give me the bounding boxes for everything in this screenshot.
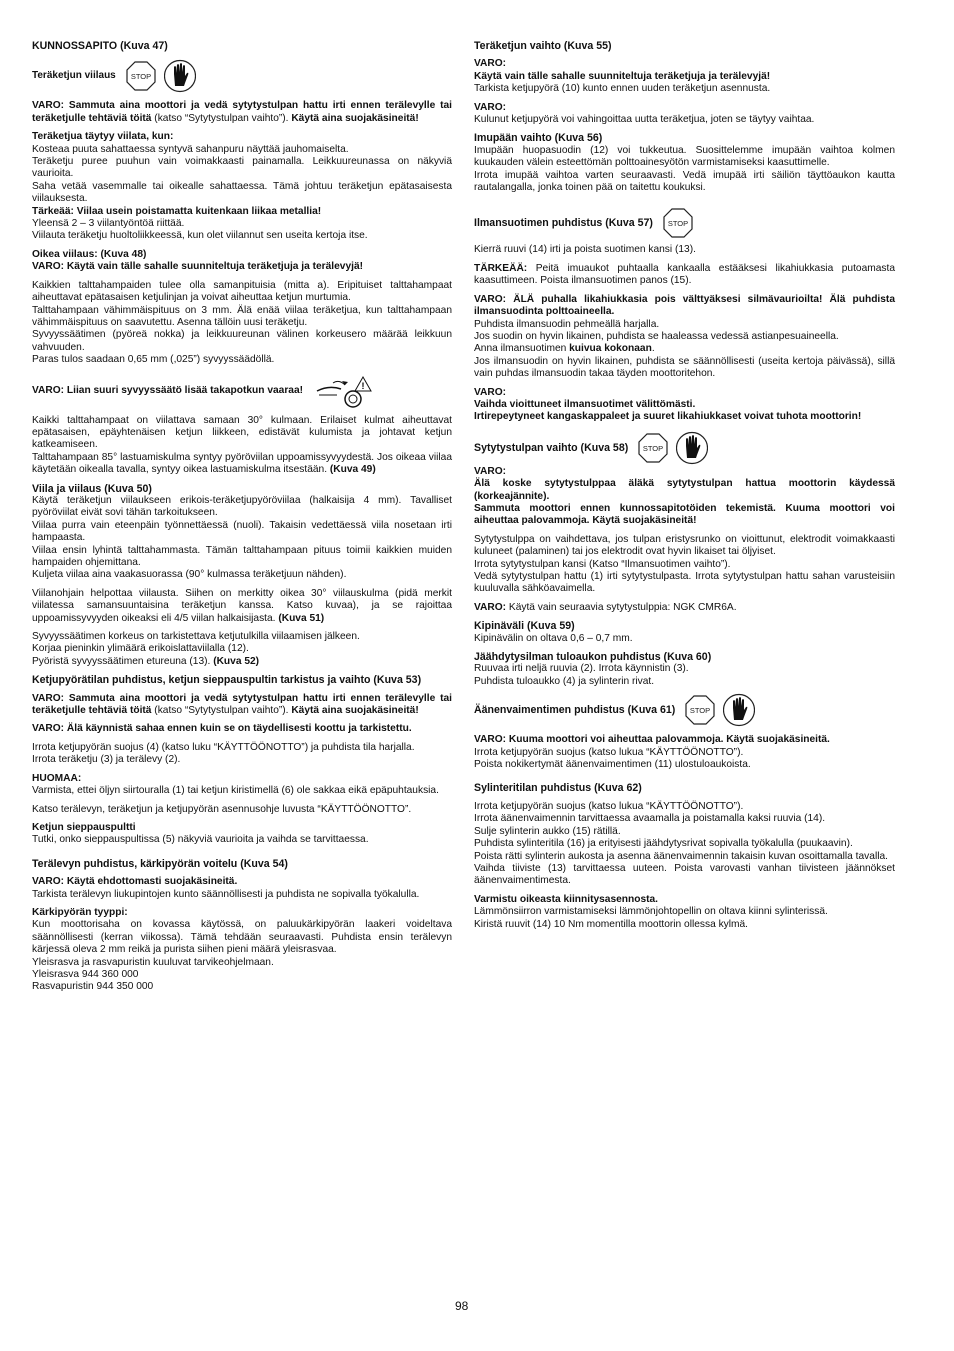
bar-heading: Terälevyn puhdistus, kärkipyörän voitelu (Kuva 54) (32, 857, 288, 870)
svg-text:!: ! (361, 380, 365, 391)
cylinder-line: Irrota äänenvaimennin tarvittaessa avaamalla ja poistamalla kaksi ruuvia (14). (474, 813, 826, 825)
muffler-line: Poista nokikertymät äänenvaimentimen (11) ulostuloaukoista. (474, 759, 751, 771)
gap-heading: Kipinäväli (Kuva 59) (474, 620, 575, 633)
air-important: TÄRKEÄÄ: Peitä imuaukot puhtaalla kankaalla estääksesi likahiukkasia putoamasta kaasuttimeen. Poista ilmansuotimen panos (15). (474, 262, 895, 287)
plug-heading: Sytytystulpan vaihto (Kuva 58) (474, 441, 629, 454)
filing-header-row (32, 58, 452, 94)
air-dry: Anna ilmansuotimen kuivua kokonaan. (474, 343, 655, 355)
gloves-icon (723, 692, 755, 728)
svg-text:STOP: STOP (667, 219, 689, 229)
tip-line: Kun moottorisaha on kovassa käytössä, on paluukärkipyörän laakeri voideltava säännöllisesti (kerran viikossa). Tämä tehdään seuraavasti. Puhdista ensin terälevyn kärjessä oleva 2 mm reikä ja purista siihen pieni määrä yleisrasvaa. (32, 919, 452, 956)
cylinder-line: Irrota ketjupyörän suojus (katso lukua “KÄYTTÖÖNOTTO”). (474, 800, 744, 812)
air-warning-label: VARO: (474, 386, 507, 398)
file-line: Viilaa ensin lyhintä talttahammasta. Tämän talttahampaan pituus toimii kaikkien muiden hampaiden ohjemittana. (32, 544, 452, 568)
right-column (474, 40, 895, 931)
air-warning-2: Vaihda vioittuneet ilmansuotimet välittömästi. (474, 398, 696, 410)
air-line: Puhdista ilmansuodin pehmeällä harjalla. (474, 318, 660, 330)
correct-filing-warning: VARO: Käytä vain tälle sahalle suunniteltuja teräketjuja ja terälevyjä! (32, 261, 364, 273)
angle-paragraph: Talttahampaan 85° lastuamiskulma syntyy pyöröviilan uppoamissyvyydestä. Jos oikeaa viilaa käytetään oikealla tavalla, syntyy oikea lastuamiskulma itsestään. (Kuva 49) (32, 451, 452, 476)
note-text: Varmista, ettei öljyn siirtouralla (1) tai ketjun kiristimellä (6) ole sakkaa eikä epäpuhtauksia. (32, 785, 439, 797)
depth-warning-row (32, 375, 452, 409)
secure-line: Kiristä ruuvit (14) 10 Nm momentilla moottorin ollessa kylmä. (474, 918, 749, 930)
plug-line: Vedä sytytystulpan hattu (1) irti sytytystulpasta. Irrota sytytystulpan hattu sahan varusteisiin kuuluvalla sähköavaimella. (474, 571, 895, 595)
stop-sign-icon (663, 208, 693, 238)
muffler-heading: Äänenvaimentimen puhdistus (Kuva 61) (474, 704, 676, 717)
guide-paragraph: Viilanohjain helpottaa viilausta. Siihen on merkitty oikea 30° viilauskulma (pidä merkit viilatessa samansuuntaisina teräketjun kanssa. Katso kuvaa), ja se rajoittaa uppoamissyvyyden oikeaksi eli 4/5 viilan halkaisijasta. (Kuva 51) (32, 587, 452, 624)
secure-heading: Varmistu oikeasta kiinnitysasennosta. (474, 893, 659, 905)
filing-label: Teräketjun viilaus (32, 70, 116, 82)
chain-warning-label-2: VARO: (474, 101, 507, 113)
plug-warning-label: VARO: (474, 465, 507, 477)
sprocket-line: Irrota teräketju (3) ja terälevy (2). (32, 754, 181, 766)
bar-text: Tarkista terälevyn liukupintojen kunto säännöllisesti ja puhdista ne sopivalla työkalulla. (32, 888, 420, 900)
svg-text:STOP: STOP (643, 443, 664, 453)
note-heading: HUOMAA: (32, 772, 82, 784)
depth-line: Pyöristä syvyyssäätimen etureuna (13). (Kuva 52) (32, 655, 260, 667)
chain-warning-label: VARO: (474, 58, 507, 70)
cylinder-line: Puhdista sylinteritila (16) ja erityisesti jäähdytysrivat sopivalla työkalulla (puukaavin). (474, 838, 853, 850)
important-line: Viilauta teräketju huoltoliikkeessä, kun olet viilannut sen useita kertoja itse. (32, 230, 368, 242)
gap-text: Kipinävälin on oltava 0,6 – 0,7 mm. (474, 632, 633, 644)
need-filing-line: Kosteaa puuta sahattaessa syntyvä sahanpuru näyttää jauhomaiselta. (32, 143, 349, 155)
stop-sign-icon (638, 433, 668, 463)
sprocket-line: Irrota ketjupyörän suojus (4) (katso luku “KÄYTTÖÖNOTTO”) ja puhdista tila harjalla. (32, 741, 415, 753)
gloves-icon (676, 430, 708, 466)
chain-warning: Käytä vain tälle sahalle suunniteltuja teräketjuja ja terälevyjä! (474, 70, 771, 82)
pickup-line: Imupään huopasuodin (12) voi tukkeutua. Suosittelemme imupään vaihtoa kolmen kuukauden välein esteettömän polttoainesyötön varmistamiseksi kaasuttimelle. (474, 144, 895, 169)
stop-sign-icon (685, 695, 715, 725)
maintenance-title: KUNNOSSAPITO (Kuva 47) (32, 40, 168, 52)
need-filing-line: Saha vetää vasemmalle tai oikealle sahattaessa. Tämä johtuu teräketjun epätasaisesta viilauksesta. (32, 180, 452, 205)
muffler-warning: VARO: Kuuma moottori voi aiheuttaa palovammoja. Käytä suojakäsineitä. (474, 734, 830, 746)
bar-warning: VARO: Käytä ehdottomasti suojakäsineitä. (32, 876, 238, 888)
file-line: Käytä teräketjun viilaukseen erikois-teräketjupyöröviilaa (halkaisija 4 mm). Tavalliset pyöröviilat eivät sovi tähän tarkoitukseen. (32, 494, 452, 519)
muffler-line: Irrota ketjupyörän suojus (katso lukua “KÄYTTÖÖNOTTO”). (474, 746, 744, 758)
left-column (32, 40, 452, 994)
cylinder-line: Sulje sylinterin aukko (15) rätillä. (474, 825, 621, 837)
air-warning: VARO: ÄLÄ puhalla likahiukkasia pois välttyäksesi silmävaurioilta! Älä puhdista ilmansuodinta polttoaineella. (474, 293, 895, 318)
secure-line: Lämmönsiirron varmistamiseksi lämmönjohtopellin on oltava kiinni sylinterissä. (474, 906, 828, 918)
sprocket-warning: VARO: Sammuta aina moottori ja vedä sytytystulpan hattu irti ennen terälevylle tai teräketjulle tehtäviä töitä (katso “Sytytystulpan vaihto”). Käytä aina suojakäsineitä! (32, 692, 452, 717)
air-heading: Ilmansuotimen puhdistus (Kuva 57) (474, 217, 653, 230)
plug-warning: Älä koske sytytystulppaa äläkä sytytystulpan hattua moottorin käydessä (korkeajännite). (474, 478, 895, 502)
page-number: 98 (455, 1299, 469, 1313)
depth-line: Syvyyssäätimen korkeus on tarkistettava ketjutulkilla viilaamisen jälkeen. (32, 631, 360, 643)
cylinder-line: Vaihda tiiviste (13) tarvittaessa uuteen. Poista varovasti vanhan tiivisteen jäännökset äänenvaimentimesta. (474, 862, 895, 887)
chain-heading: Teräketjun vaihto (Kuva 55) (474, 40, 612, 52)
air-line: Jos suodin on hyvin likainen, puhdista se haaleassa vedessä astianpesuaineella. (474, 330, 839, 342)
correct-filing-line: Syvyyssäätimen (pyöreä nokka) ja leikkuureunan välinen korkeusero määrää leikkuun vahvuuden. (32, 329, 452, 353)
pickup-heading: Imupään vaihto (Kuva 56) (474, 132, 603, 145)
correct-filing-heading: Oikea viilaus: (Kuva 48) (32, 248, 147, 260)
air-replace: Jos ilmansuodin on hyvin likainen, puhdista se säännöllisesti (useita kertoja päivässä), sillä vain puhdas ilmansuodin takaa täyden moottoritehon. (474, 355, 895, 380)
tip-line: Yleisrasva ja rasvapuristin kuuluvat tarvikeohjelmaan. (32, 956, 274, 968)
warning-shutdown: VARO: Sammuta aina moottori ja vedä sytytystulpan hattu irti ennen terälevylle tai teräketjulle tehtäviä töitä (katso “Sytytystulpan vaihto”). Käytä aina suojakäsineitä! (32, 100, 452, 124)
depth-line: Korjaa pieninkin ylimäärä erikoislattaviilalla (12). (32, 643, 249, 655)
air-header-row (474, 208, 895, 238)
correct-filing-line: Talttahampaan vähimmäispituus on 3 mm. Älä enää viilaa teräketjua, kun talttahampaan vähimmäispituus on saavutettu. Asenna tällöin uusi teräketju. (32, 304, 452, 328)
angle-paragraph: Kaikki talttahampaat on viilattava samaan 30° kulmaan. Erilaiset kulmat aiheuttavat epätasaisen, epäyhtenäisen ketjun liikkeen, edistävät kulumista ja johtavat ketjun katkeamiseen. (32, 414, 452, 451)
catcher-heading: Ketjun sieppauspultti (32, 821, 136, 833)
file-line: Kuljeta viilaa aina vaakasuorassa (90° kulmassa teräketjuun nähden). (32, 569, 347, 581)
reassemble-text: Katso terälevyn, teräketjun ja ketjupyörän asennusohje luvusta “KÄYTTÖÖNOTTO”. (32, 803, 412, 815)
cooling-line: Ruuvaa irti neljä ruuvia (2). Irrota käynnistin (3). (474, 663, 689, 675)
kickback-warning-icon (315, 375, 373, 409)
file-line: Viilaa purra vain eteenpäin työnnettäessä (nuoli). Takaisin vedettäessä viila nosetaan irti hampaasta. (32, 519, 452, 544)
tip-heading: Kärkipyörän tyyppi: (32, 906, 128, 918)
file-heading: Viila ja viilaus (Kuva 50) (32, 482, 152, 495)
svg-text:STOP: STOP (130, 72, 151, 82)
filing-icons (126, 58, 196, 94)
air-warning-3: Irtirepeytyneet kangaskappaleet ja suuret likahiukkaset voivat tuhota moottorin! (474, 411, 862, 423)
plug-use: VARO: Käytä vain seuraavia sytytystulppia: NGK CMR6A. (474, 601, 737, 613)
plug-line: Irrota sytytystulpan kansi (Katso “Ilmansuotimen vaihto”). (474, 558, 731, 570)
air-text: Kierrä ruuvi (14) irti ja poista suotimen kansi (13). (474, 244, 696, 256)
correct-filing-line: Paras tulos saadaan 0,65 mm (,025”) syvyyssäädöllä. (32, 354, 275, 366)
plug-warning-2: Sammuta moottori ennen kunnossapitotöiden tekemistä. Kuuma moottori voi aiheuttaa palovammoja. Käytä suojakäsineitä! (474, 502, 895, 527)
cylinder-heading: Sylinteritilan puhdistus (Kuva 62) (474, 782, 642, 795)
plug-line: Sytytystulppa on vaihdettava, jos tulpan eristysrunko on vioittunut, elektrodit voimakkaasti kuluneet (palaminen) tai jos elektrodit ovat hyvin likaiset tai öljyiset. (474, 533, 895, 558)
correct-filing-line: Kaikkien talttahampaiden tulee olla samanpituisia (mitta a). Eripituiset talttahampaat aiheuttavat epätasaisen ketjulinjan ja voivat aiheuttaa ketjun murtumia. (32, 279, 452, 304)
catcher-text: Tutki, onko sieppauspultissa (5) näkyviä vaurioita ja vaihda se tarvittaessa. (32, 834, 369, 846)
chain-text: Tarkista ketjupyörä (10) kunto ennen uuden teräketjun asennusta. (474, 83, 771, 95)
depth-warning: VARO: Liian suuri syvyyssäätö lisää takapotkun vaaraa! (32, 385, 304, 397)
sprocket-heading: Ketjupyörätilan puhdistus, ketjun sieppauspultin tarkistus ja vaihto (Kuva 53) (32, 674, 422, 687)
cylinder-line: Poista rätti sylinterin aukosta ja asenna äänenvaimennin takaisin kuvan osoittamalla tavalla. (474, 850, 888, 862)
tip-line: Yleisrasva 944 360 000 (32, 968, 139, 980)
chain-warning-2: Kulunut ketjupyörä voi vahingoittaa uutta teräketjua, joten se täytyy vaihtaa. (474, 114, 815, 126)
gloves-icon (164, 58, 196, 94)
important-note: Tärkeää: Viilaa usein poistamatta kuitenkaan liikaa metallia! (32, 205, 322, 217)
sprocket-warning-2: VARO: Älä käynnistä sahaa ennen kuin se on täydellisesti koottu ja tarkistettu. (32, 723, 412, 735)
tip-line: Rasvapuristin 944 350 000 (32, 981, 154, 993)
need-filing-line: Teräketju puree puuhun vain voimakkaasti painamalla. Leikkuureunassa on näkyviä vaurioita. (32, 156, 452, 180)
plug-header-row (474, 430, 895, 466)
pickup-line: Irrota imupää vaihtoa varten seuraavasti. Vedä imupää irti säiliön täyttöaukon kautta rautalangalla, jonka toinen pää on taitettu koukuksi. (474, 169, 895, 194)
stop-sign-icon (126, 61, 156, 91)
muffler-header-row (474, 692, 895, 728)
important-line: Yleensä 2 – 3 viilantyöntöä riittää. (32, 218, 185, 230)
need-filing-heading: Teräketjua täytyy viilata, kun: (32, 131, 174, 143)
svg-text:STOP: STOP (690, 706, 711, 716)
cooling-line: Puhdista tuloaukko (4) ja sylinterin rivat. (474, 675, 655, 687)
cooling-heading: Jäähdytysilman tuloaukon puhdistus (Kuva 60) (474, 651, 712, 664)
